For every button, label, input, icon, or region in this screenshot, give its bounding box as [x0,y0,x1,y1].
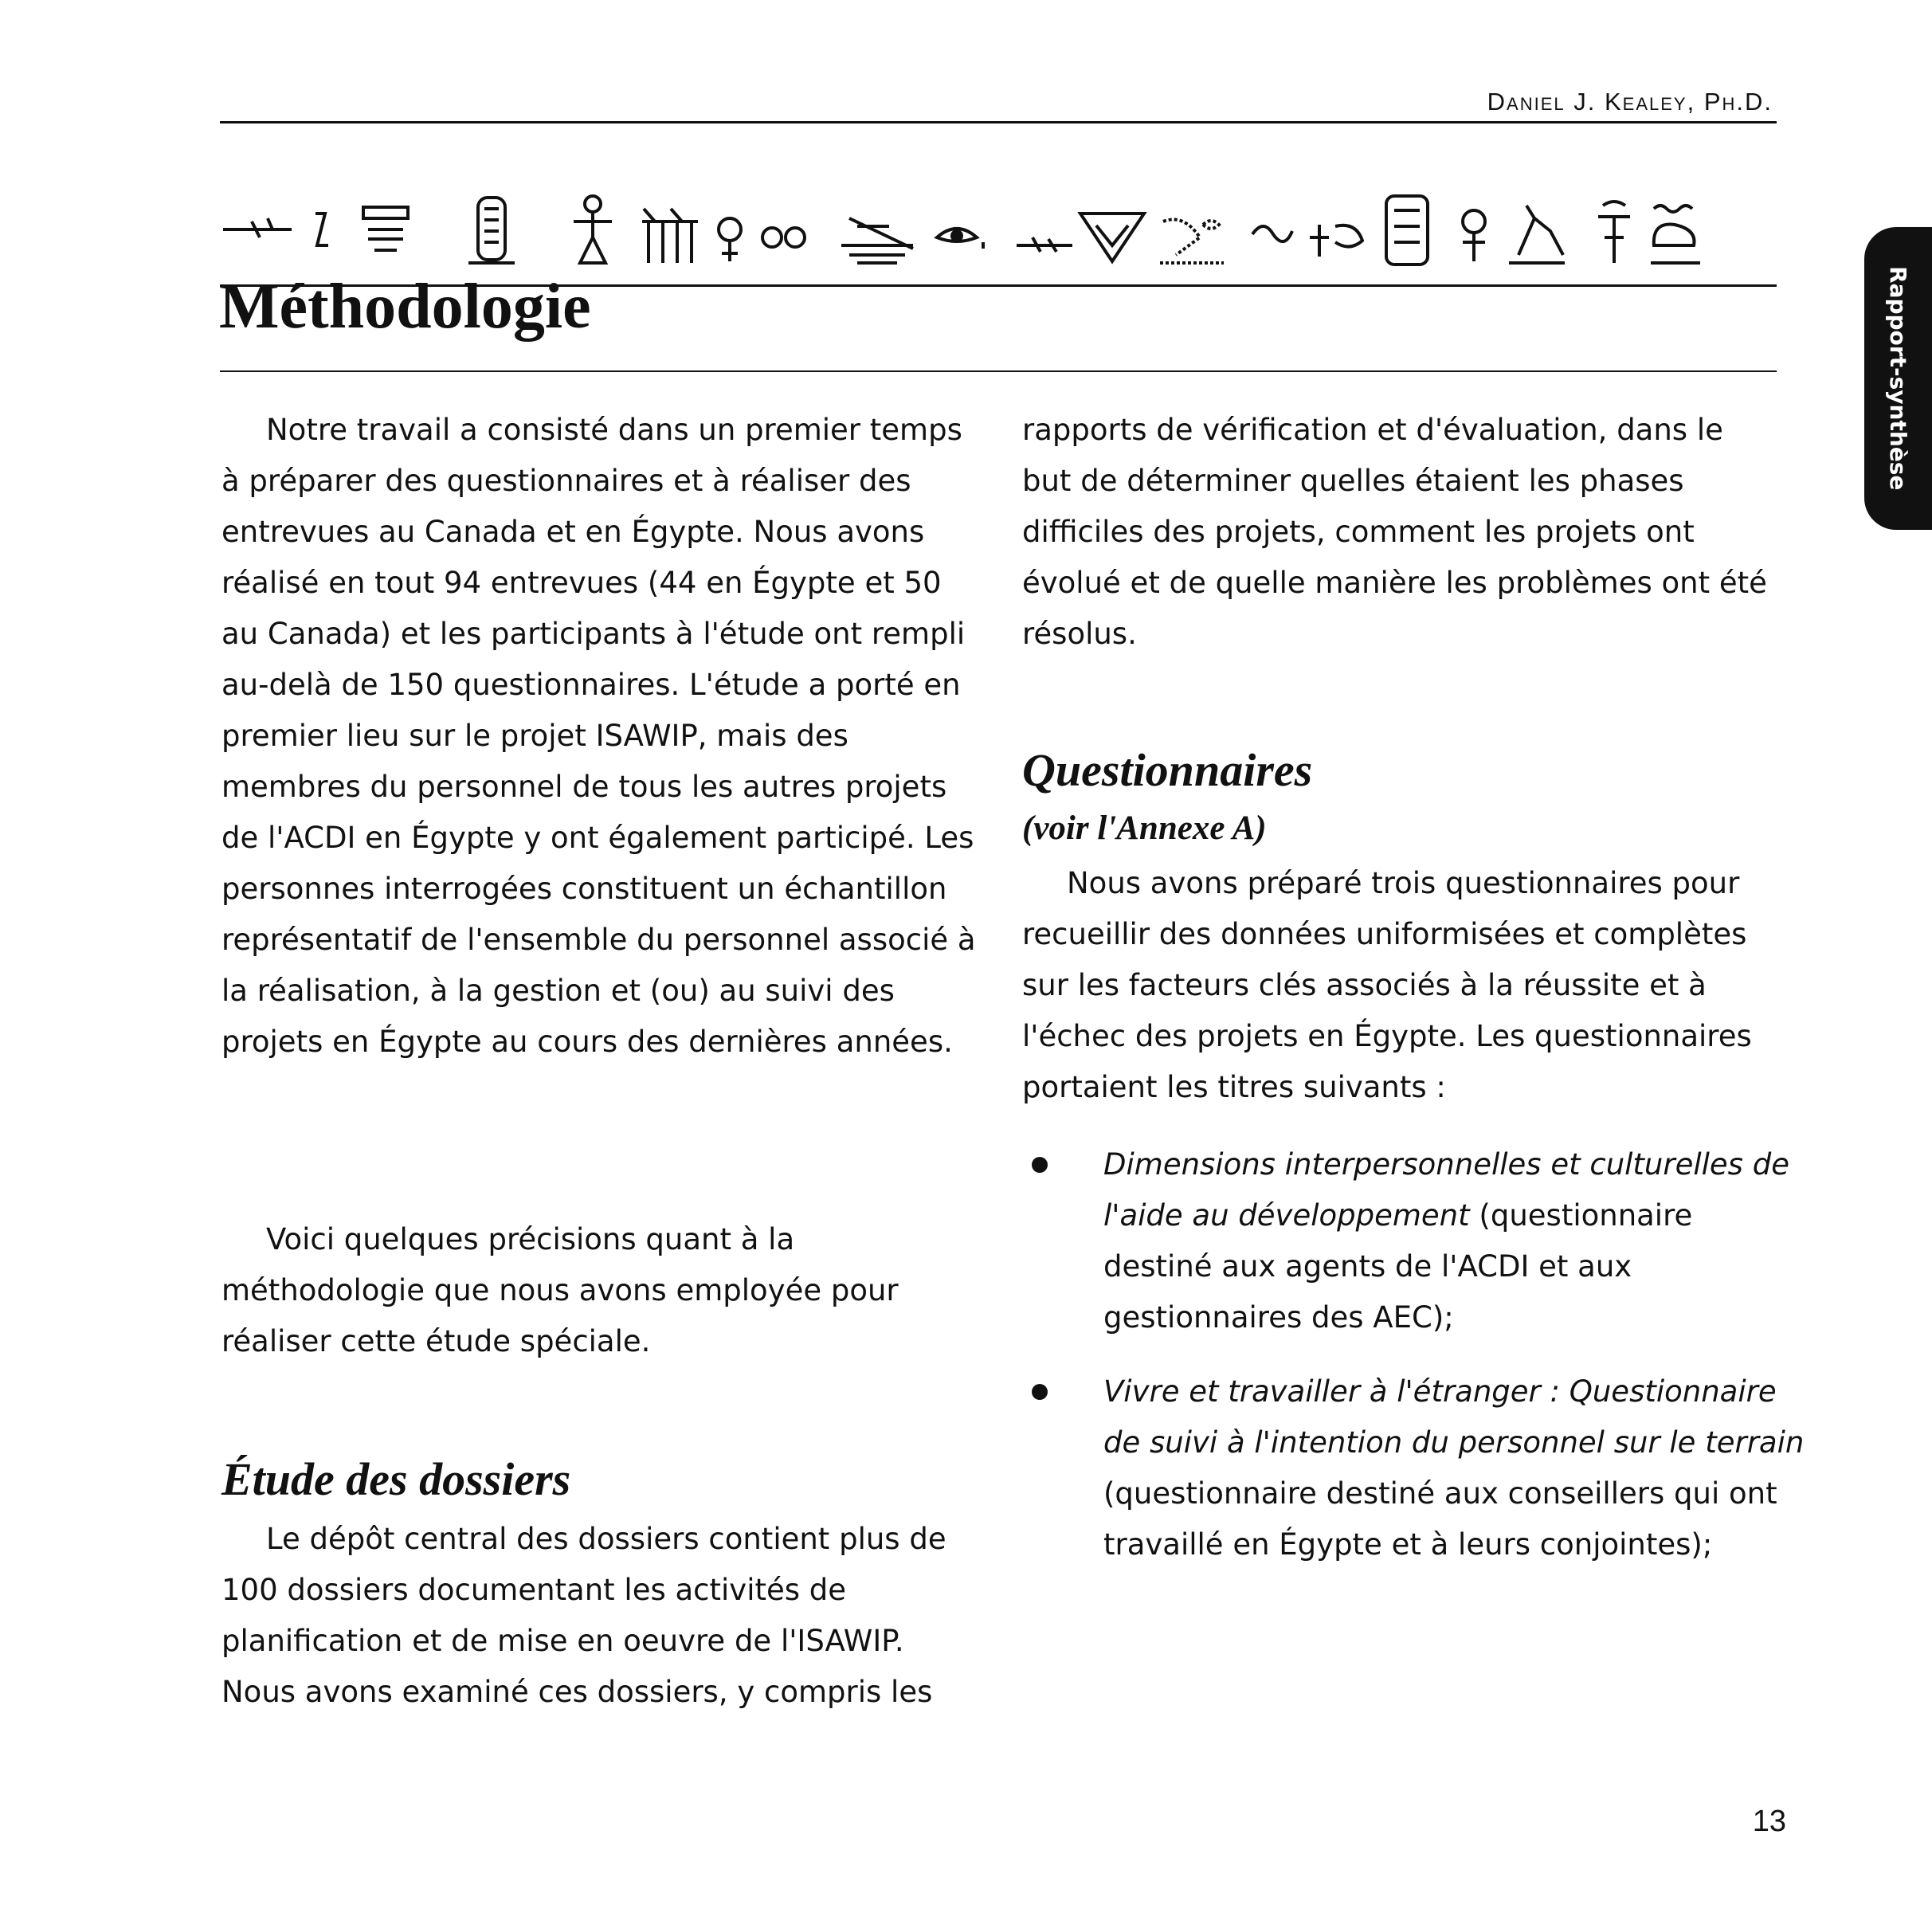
continued-paragraph: rapports de vérification et d'évaluation, dans le but de déterminer quelles étaient les phases difficiles des projets, comment les projets ont évolué et de quelle manière les problèmes ont été résolus. [1022,413,1767,651]
bullet-text [1103,1139,1805,1343]
intro-paragraph: Notre travail a consisté dans un premier temps à préparer des questionnaires et à réaliser des entrevues au Canada et en Égypte. Nous avons réalisé en tout 94 entrevues (44 en Égypte et 50 au Canada) et les participants à l'étude ont rempli au-delà de 150 questionnaires. L'étude a porté en premier lieu sur le projet ISAWIP, mais des membres du personnel de tous les autres projets de l'ACDI en Égypte y ont également participé. Les personnes interrogées constituent un échantillon représentatif de l'ensemble du personnel associé à la réalisation, à la gestion et (ou) au suivi des projets en Égypte au cours des dernières années. [221,413,976,1059]
etude-paragraph: Le dépôt central des dossiers contient plus de 100 dossiers documentant les activités de planification et de mise en oeuvre de l'ISAWIP. Nous avons examiné ces dossiers, y compris les [221,1522,946,1709]
header-author: Daniel J. Kealey, Ph.D. [1487,88,1773,116]
bullet-title: Vivre et travailler à l'étranger : Questionnaire de suivi à l'intention du personnel sur le terrain [1103,1374,1805,1460]
header-rule [220,121,1777,123]
title-bottom-rule [220,370,1777,372]
bullet-description: (questionnaire destiné aux agents de l'ACDI et aux gestionnaires des AEC); [1103,1198,1693,1335]
side-tab [1864,227,1932,530]
bullet-icon [1032,1384,1048,1400]
page-number: 13 [1752,1805,1786,1838]
side-tab-label: Rapport-synthèse [1885,266,1911,491]
method-paragraph: Voici quelques précisions quant à la méthodologie que nous avons employée pour réaliser cette étude spéciale. [221,1222,899,1358]
hieroglyph-decoration-icon [220,190,1700,269]
section-heading-etude: Étude des dossiers [221,1453,571,1505]
bullet-description: (questionnaire destiné aux conseillers qui ont travaillé en Égypte et à leurs conjointes); [1103,1476,1777,1562]
bullet-icon [1032,1157,1048,1173]
section-subheading-annexe: (voir l'Annexe A) [1022,809,1267,847]
bullet-text [1103,1366,1805,1570]
bullet-title: Dimensions interpersonnelles et culturelles de l'aide au développement [1103,1147,1789,1233]
section-heading-questionnaires: Questionnaires [1022,744,1313,796]
hieroglyph-strip [220,190,1700,269]
questionnaires-paragraph: Nous avons préparé trois questionnaires pour recueillir des données uniformisées et complètes sur les facteurs clés associés à la réussite et à l'échec des projets en Égypte. Les questionnaires portaient les titres suivants : [1022,866,1752,1104]
page-title: Méthodologie [219,272,591,342]
